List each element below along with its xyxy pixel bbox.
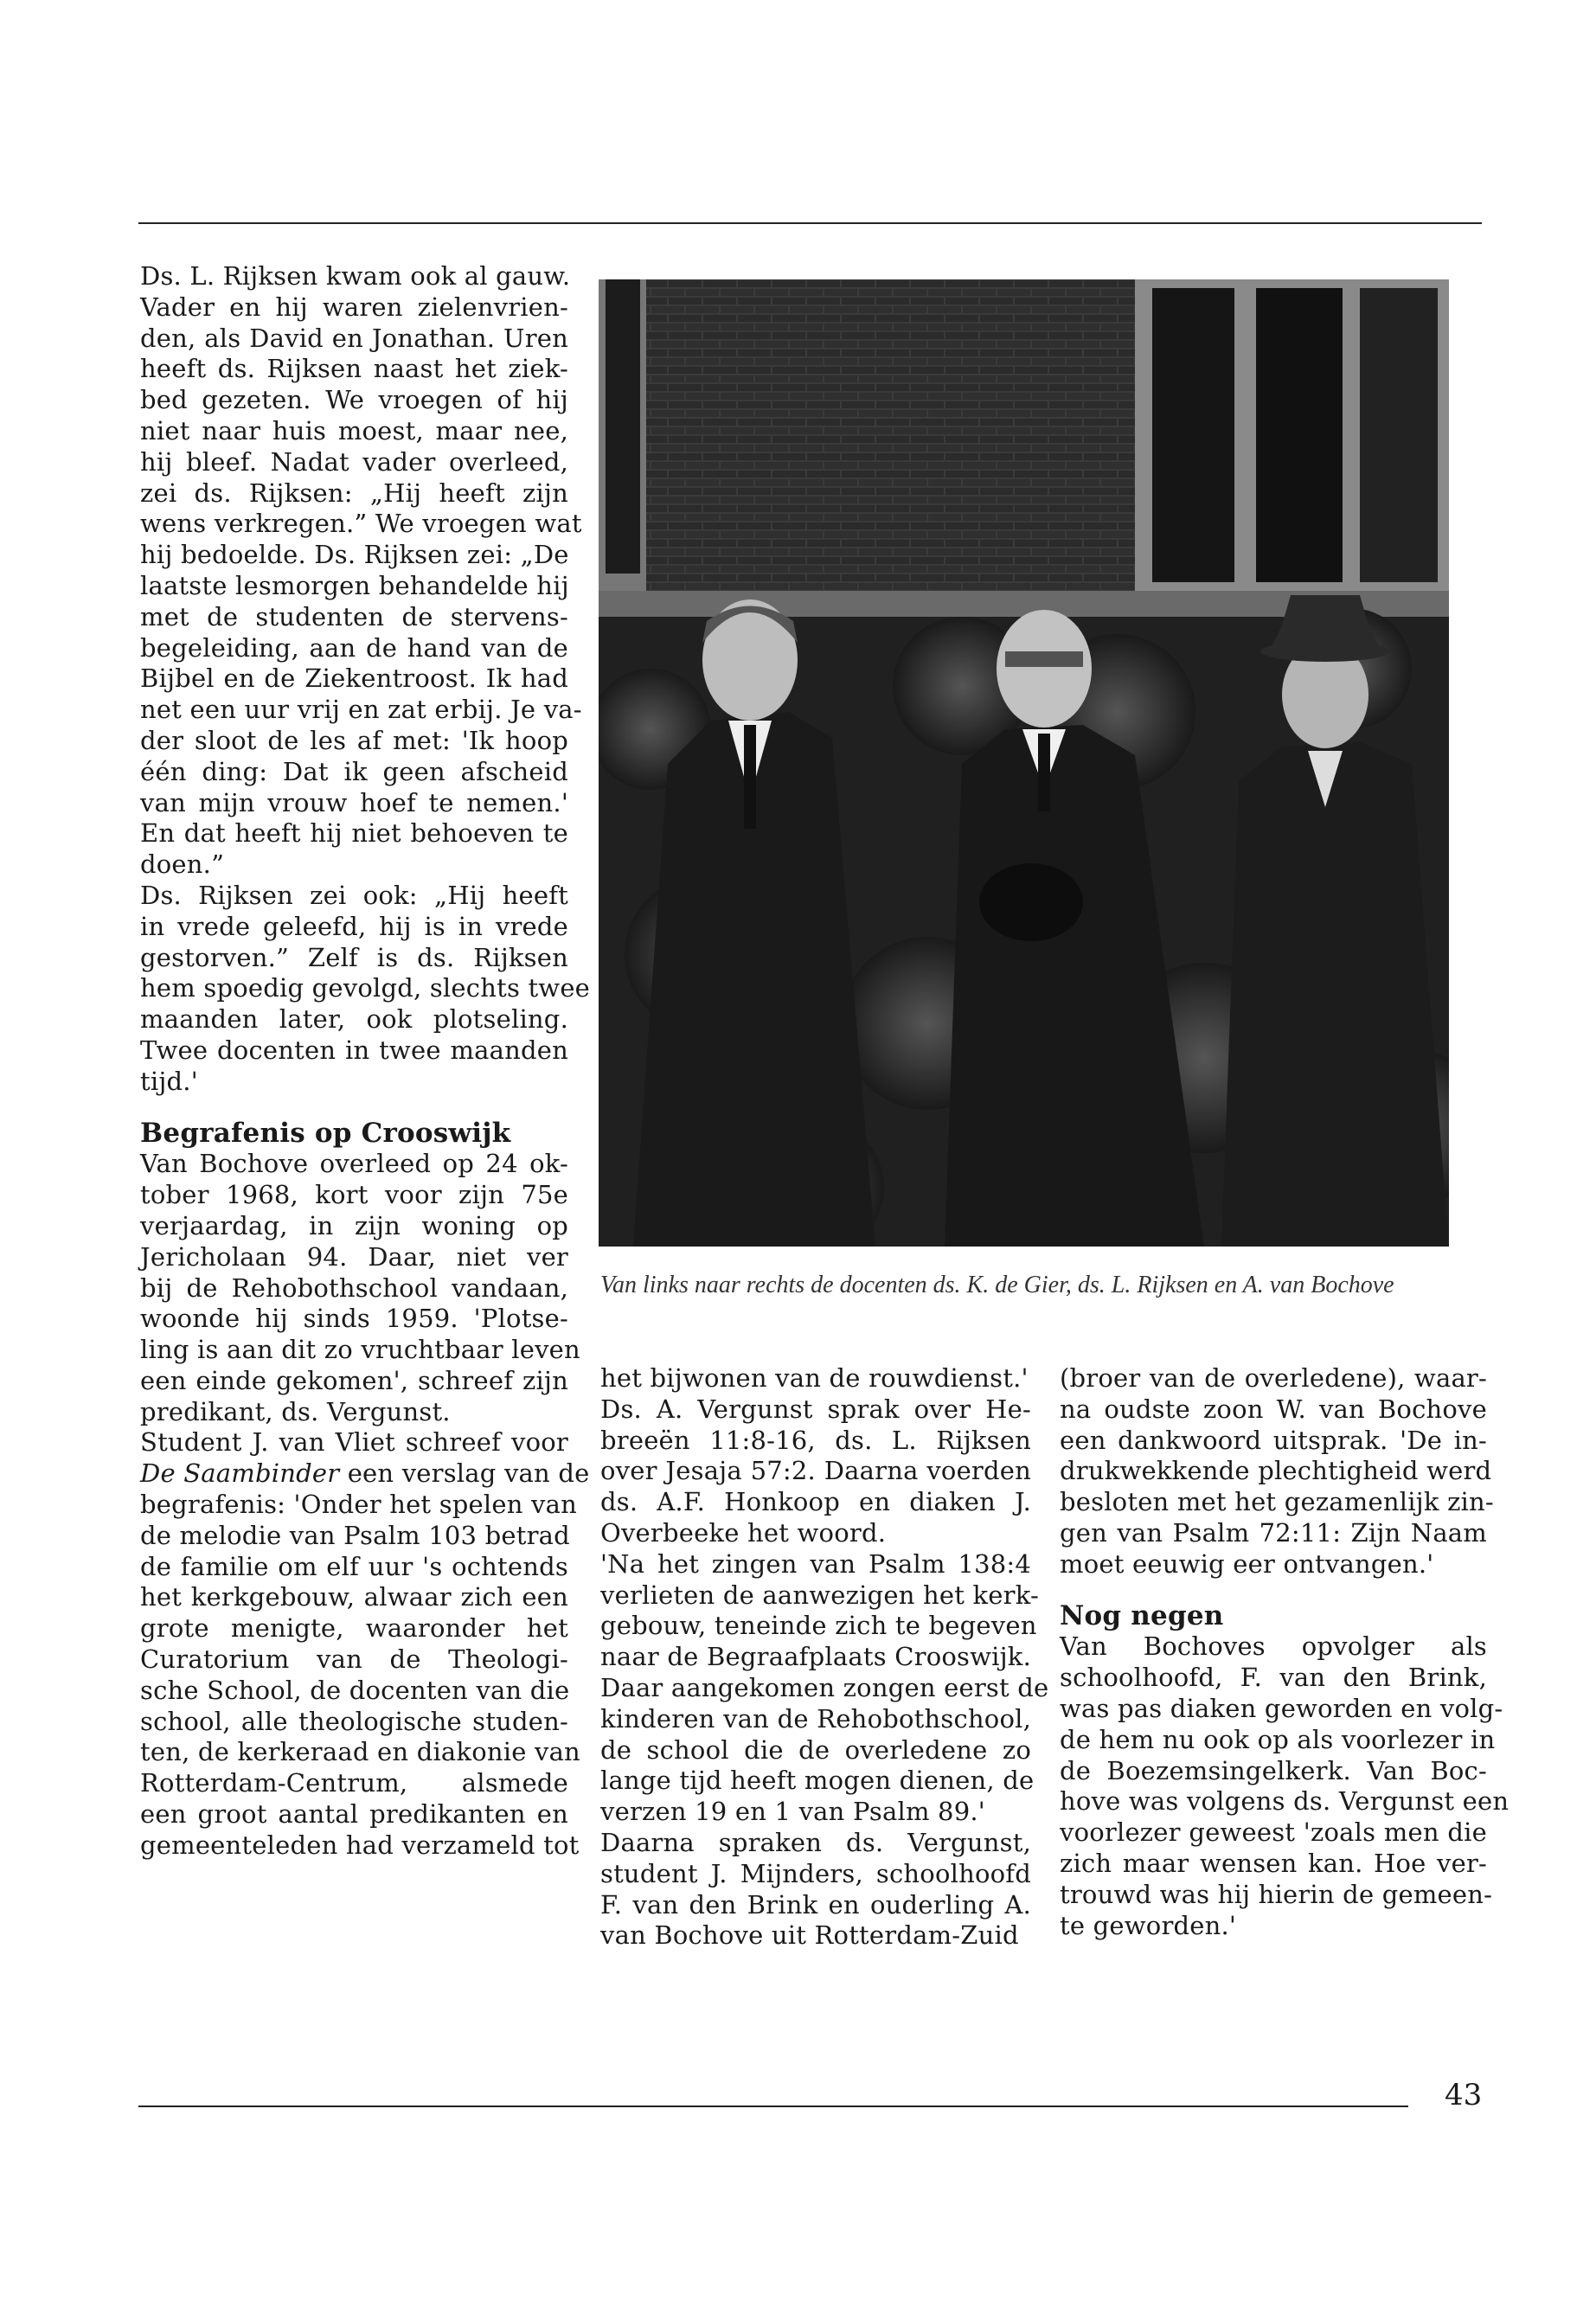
text-line: ling is aan dit zo vruchtbaar leven xyxy=(140,1335,580,1365)
text-line: Student J. van Vliet schreef voor xyxy=(140,1427,568,1458)
text-line: Curatorium van de Theologi- xyxy=(140,1644,568,1675)
text-line: moet eeuwig eer ontvangen.' xyxy=(1060,1548,1434,1579)
text-line: verjaardag, in zijn woning op xyxy=(140,1210,568,1240)
text-line: het bijwonen van de rouwdienst.' xyxy=(600,1363,1029,1393)
text-line: Rotterdam-Centrum, alsmede xyxy=(140,1768,568,1798)
text-line: hove was volgens ds. Vergunst een xyxy=(1060,1786,1509,1817)
text-line: gemeenteleden had verzameld tot xyxy=(140,1830,580,1860)
text-line: heeft ds. Rijksen naast het ziek- xyxy=(140,354,568,384)
text-line: laatste lesmorgen behandelde hij xyxy=(140,570,569,600)
group-photo xyxy=(599,279,1449,1247)
text-column-2 xyxy=(600,1363,1049,1952)
top-rule xyxy=(138,222,1482,224)
text-line: bij de Rehobothschool vandaan, xyxy=(140,1272,568,1303)
text-line: trouwd was hij hierin de gemeen- xyxy=(1060,1879,1493,1909)
text-line: verlieten de aanwezigen het kerk- xyxy=(600,1580,1039,1610)
text-line: der sloot de les af met: 'Ik hoop xyxy=(140,725,568,755)
text-line: tober 1968, kort voor zijn 75e xyxy=(140,1180,568,1210)
text-line: na oudste zoon W. van Bochove xyxy=(1060,1394,1487,1424)
text-line: besloten met het gezamenlijk zin- xyxy=(1060,1487,1494,1517)
text-line: de Boezemsingelkerk. Van Boc- xyxy=(1060,1755,1487,1785)
text-line: met de studenten de stervens- xyxy=(140,601,568,631)
text-line: tijd.' xyxy=(140,1066,198,1096)
text-line: begeleiding, aan de hand van de xyxy=(140,632,568,663)
text-line: over Jesaja 57:2. Daarna voerden xyxy=(600,1456,1031,1486)
text-line: hem spoedig gevolgd, slechts twee xyxy=(140,973,591,1003)
text-line: gebouw, teneinde zich te begeven xyxy=(600,1611,1037,1641)
text-line: den, als David en Jonathan. Uren xyxy=(140,323,568,353)
text-column-1 xyxy=(140,261,591,1862)
section-heading: Nog negen xyxy=(1060,1599,1224,1631)
text-line: En dat heeft hij niet behoeven te xyxy=(140,818,568,849)
text-line: naar de Begraafplaats Crooswijk. xyxy=(600,1642,1031,1672)
text-line: Vader en hij waren zielenvrien- xyxy=(140,292,568,322)
text-line: verzen 19 en 1 van Psalm 89.' xyxy=(600,1797,985,1827)
text-line: de hem nu ook op als voorlezer in xyxy=(1060,1724,1496,1754)
text-line: bed gezeten. We vroegen of hij xyxy=(140,385,568,415)
text-line: school, alle theologische studen- xyxy=(140,1706,568,1736)
text-line: Ds. A. Vergunst sprak over He- xyxy=(600,1394,1031,1424)
page-number: 43 xyxy=(1445,2078,1483,2112)
text-line: predikant, ds. Vergunst. xyxy=(140,1396,451,1426)
text-line: één ding: Dat ik geen afscheid xyxy=(140,756,568,786)
text-line: maanden later, ook plotseling. xyxy=(140,1004,568,1035)
text-line: Overbeeke het woord. xyxy=(600,1517,887,1548)
text-line: van mijn vrouw hoef te nemen.' xyxy=(140,787,568,817)
text-line: woonde hij sinds 1959. 'Plotse- xyxy=(140,1304,568,1334)
text-line: een dankwoord uitsprak. 'De in- xyxy=(1060,1425,1487,1455)
text-line: van Bochove uit Rotterdam-Zuid xyxy=(600,1920,1019,1951)
text-line: Daarna spraken ds. Vergunst, xyxy=(600,1827,1031,1857)
text-line: hij bleef. Nadat vader overleed, xyxy=(140,446,568,477)
text-line: ds. A.F. Honkoop en diaken J. xyxy=(600,1487,1031,1517)
text-line: in vrede geleefd, hij is in vrede xyxy=(140,911,568,941)
text-line: drukwekkende plechtigheid werd xyxy=(1060,1456,1492,1486)
text-line: een einde gekomen', schreef zijn xyxy=(140,1365,568,1395)
section-heading: Begrafenis op Crooswijk xyxy=(140,1117,511,1149)
text-line: gen van Psalm 72:11: Zijn Naam xyxy=(1060,1517,1487,1548)
text-line: te geworden.' xyxy=(1060,1910,1237,1940)
text-line: de familie om elf uur 's ochtends xyxy=(140,1551,568,1581)
text-line: Bijbel en de Ziekentroost. Ik had xyxy=(140,663,568,694)
text-line: Ds. Rijksen zei ook: „Hij heeft xyxy=(140,880,568,910)
text-line: Daar aangekomen zongen eerst de xyxy=(600,1672,1049,1702)
text-line: student J. Mijnders, schoolhoofd xyxy=(600,1858,1031,1888)
text-line: hij bedoelde. Ds. Rijksen zei: „De xyxy=(140,540,569,570)
text-line: doen.” xyxy=(140,849,225,880)
text-line: Van Bochoves opvolger als xyxy=(1060,1631,1487,1662)
text-line: F. van den Brink en ouderling A. xyxy=(600,1889,1031,1920)
text-line: voorlezer geweest 'zoals men die xyxy=(1060,1817,1487,1848)
text-line: de school die de overledene zo xyxy=(600,1734,1031,1765)
text-line: schoolhoofd, F. van den Brink, xyxy=(1060,1663,1487,1693)
text-line: Ds. L. Rijksen kwam ook al gauw. xyxy=(140,261,571,291)
text-line: lange tijd heeft mogen dienen, de xyxy=(600,1766,1035,1796)
text-line: zich maar wensen kan. Hoe ver- xyxy=(1060,1848,1487,1878)
text-line: was pas diaken geworden en volg- xyxy=(1060,1693,1503,1723)
text-line: zei ds. Rijksen: „Hij heeft zijn xyxy=(140,478,568,508)
text-line: ten, de kerkeraad en diakonie van xyxy=(140,1737,580,1767)
text-line: Twee docenten in twee maanden xyxy=(140,1035,568,1065)
text-line: een groot aantal predikanten en xyxy=(140,1799,568,1830)
text-line: kinderen van de Rehobothschool, xyxy=(600,1703,1031,1734)
text-line: net een uur vrij en zat erbij. Je va- xyxy=(140,695,582,725)
text-line: wens verkregen.” We vroegen wat xyxy=(140,509,582,539)
text-line: grote menigte, waaronder het xyxy=(140,1613,568,1644)
text-line: (broer van de overledene), waar- xyxy=(1060,1363,1487,1393)
text-line: 'Na het zingen van Psalm 138:4 xyxy=(600,1548,1031,1579)
text-line: sche School, de docenten van die xyxy=(140,1675,570,1705)
text-line: gestorven.” Zelf is ds. Rijksen xyxy=(140,942,568,972)
text-line: Jericholaan 94. Daar, niet ver xyxy=(140,1241,568,1272)
text-line: niet naar huis moest, maar nee, xyxy=(140,415,568,445)
text-line: De Saambinder een verslag van de xyxy=(140,1458,590,1489)
text-column-3 xyxy=(1060,1363,1509,1941)
text-line: de melodie van Psalm 103 betrad xyxy=(140,1520,570,1550)
text-line: het kerkgebouw, alwaar zich een xyxy=(140,1582,568,1612)
text-line: Van Bochove overleed op 24 ok- xyxy=(140,1149,568,1179)
bottom-rule xyxy=(138,2106,1408,2107)
photo-caption: Van links naar rechts de docenten ds. K. de Gier, ds. L. Rijksen en A. van Bochove xyxy=(600,1272,1394,1298)
text-line: begrafenis: 'Onder het spelen van xyxy=(140,1490,577,1520)
text-line: breeën 11:8-16, ds. L. Rijksen xyxy=(600,1425,1031,1455)
